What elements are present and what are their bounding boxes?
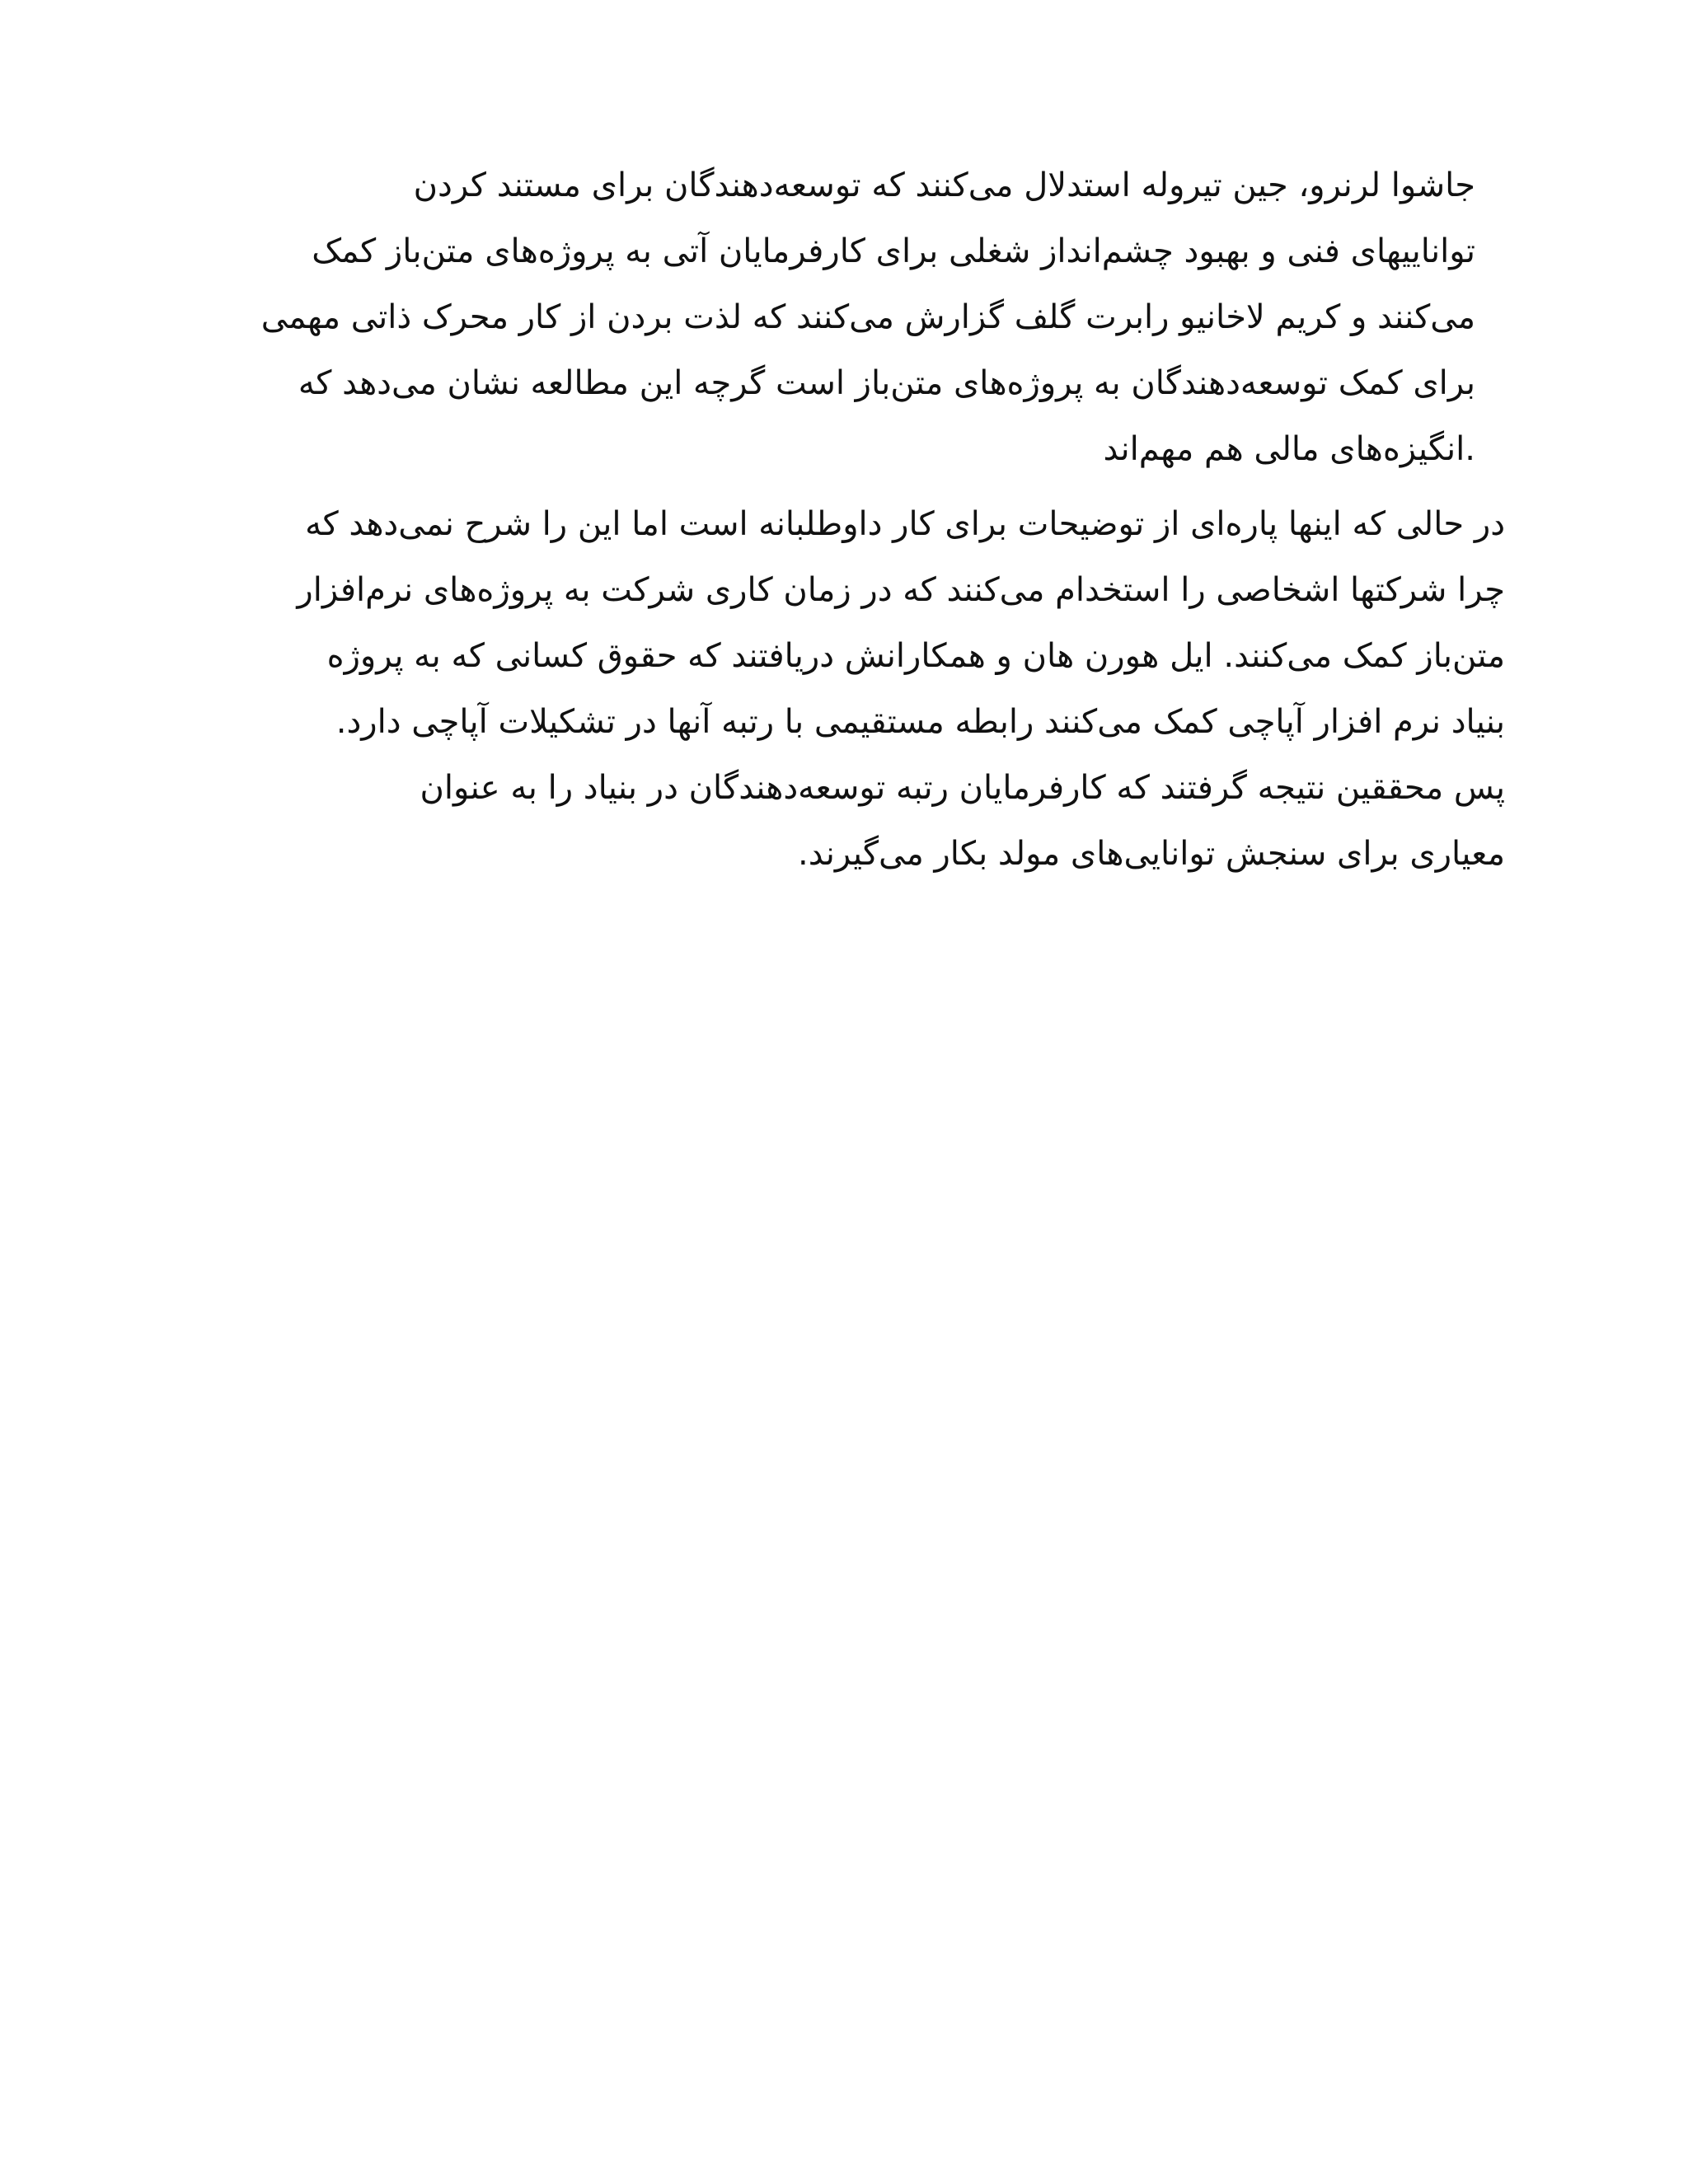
paragraph-line: .انگیزه‌های مالی هم مهم‌اند <box>1103 430 1475 468</box>
paragraph-line: جاشوا لرنرو، جین تیروله استدلال می‌کنند که توسعه‌دهندگان برای مستند کردن <box>413 166 1475 204</box>
paragraph-line: چرا شرکتها اشخاصی را استخدام می‌کنند که در زمان کاری شرکت به پروژه‌های نرم‌افزار <box>297 571 1505 609</box>
paragraph-line: تواناییهای فنی و بهبود چشم‌انداز شغلی برای کارفرمایان آتی به پروژه‌های متن‌باز کمک <box>312 232 1475 270</box>
paragraph-line: در حالی که اینها پاره‌ای از توضیحات برای کار داوطلبانه است اما این را شرح نمی‌دهد که <box>305 505 1505 543</box>
paragraph-line: متن‌باز کمک می‌کنند. ایل هورن هان و همکارانش دریافتند که حقوق کسانی که به پروژه <box>326 637 1505 675</box>
paragraph-line: پس محققین نتیجه گرفتند که کارفرمایان رتبه توسعه‌دهندگان در بنیاد را به عنوان <box>420 769 1505 807</box>
paragraph-line: معیاری برای سنجش توانایی‌های مولد بکار می‌گیرند. <box>797 835 1505 873</box>
paragraph-line: می‌کنند و کریم لاخانیو رابرت گلف گزارش می‌کنند که لذت بردن از کار محرک ذاتی مهمی <box>260 298 1475 336</box>
paragraph-2 <box>87 491 1505 887</box>
paragraph-1 <box>82 152 1475 482</box>
paragraph-line: برای کمک توسعه‌دهندگان به پروژه‌های متن‌باز است گرچه این مطالعه نشان می‌دهد که <box>298 364 1475 402</box>
paragraph-line: بنیاد نرم افزار آپاچی کمک می‌کنند رابطه مستقیمی با رتبه آنها در تشکیلات آپاچی دارد. <box>335 703 1505 741</box>
